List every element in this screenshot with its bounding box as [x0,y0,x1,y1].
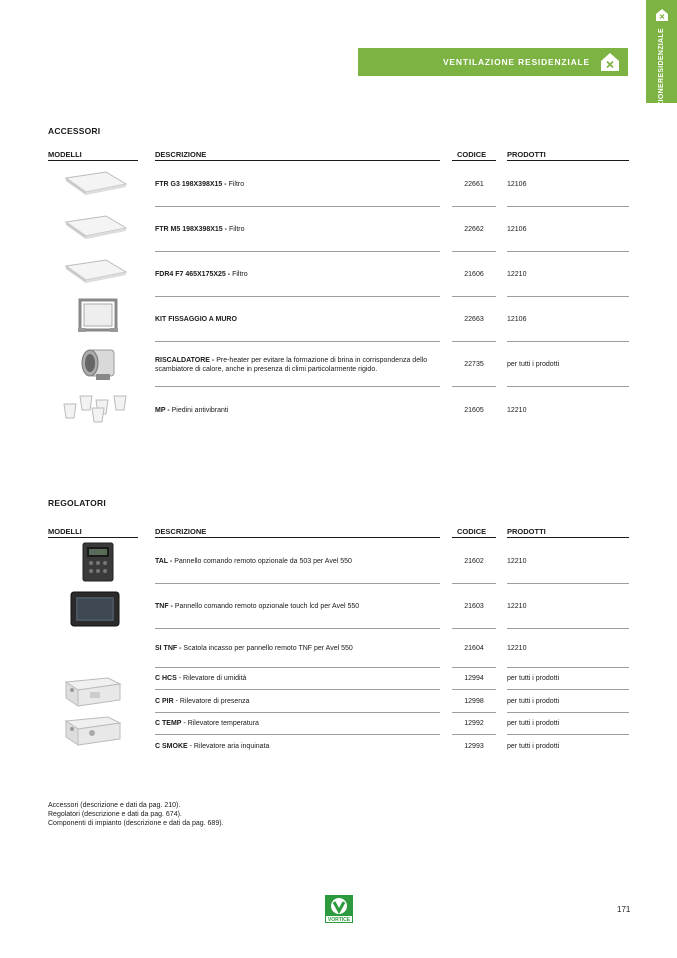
header-rule [452,537,496,538]
row-divider [507,628,629,629]
side-section-tab [646,0,677,138]
regulator-description: SI TNF - Scatola incasso per pannello remoto TNF per Avel 550 [155,645,353,652]
filter-panel-image [62,170,128,196]
row-divider [155,734,440,735]
header-rule [452,160,496,161]
row-divider [452,251,496,252]
section-banner [358,48,628,76]
row-divider [155,251,440,252]
house-fan-icon [655,8,669,22]
page-number: 171 [617,905,631,914]
svg-text:VORTICE: VORTICE [327,917,351,923]
row-divider [507,341,629,342]
accessory-products: 12106 [507,316,527,323]
regulator-description: TNF - Pannello comando remoto opzionale touch lcd per Avel 550 [155,603,360,610]
accessory-code: 22662 [464,226,484,233]
accessory-products: 12106 [507,181,527,188]
col-header-modelli: MODELLI [48,150,82,159]
regulator-description: C HCS - Rilevatore di umidità [155,675,247,682]
sensor-module-image [62,674,122,708]
col-header-descrizione: DESCRIZIONE [155,150,207,159]
regolatori-title: REGOLATORI [48,498,106,508]
accessory-products: 12210 [507,271,527,278]
regulator-code: 21602 [464,558,484,565]
row-divider [155,296,440,297]
accessory-products: 12106 [507,226,527,233]
duct-heater-image [78,344,120,384]
regulator-products: per tutti i prodotti [507,720,560,727]
filter-panel-image [62,214,128,240]
regulator-description: C SMOKE - Rilevatore aria inquinata [155,743,270,750]
col-header-modelli: MODELLI [48,527,82,536]
accessory-products: 12210 [507,407,527,414]
banner-title: VENTILAZIONE RESIDENZIALE [442,57,590,67]
tnf-touch-panel-image [70,591,120,627]
accessory-code: 21606 [464,271,484,278]
accessory-products: per tutti i prodotti [507,361,560,368]
vortice-logo [325,895,353,923]
footnote: Regolatori (descrizione e dati da pag. 674). [48,811,182,818]
row-divider [155,667,440,668]
row-divider [452,583,496,584]
side-tab-label: VENTILAZIONE RESIDENZIALE [658,28,665,138]
row-divider [507,386,629,387]
col-header-codice: CODICE [457,527,487,536]
row-divider [155,628,440,629]
regulator-code: 12992 [464,720,484,727]
row-divider [155,386,440,387]
row-divider [452,206,496,207]
accessory-description: FTR G3 198X398X15 - Filtro [155,181,245,188]
accessori-title: ACCESSORI [48,126,101,136]
footnote: Accessori (descrizione e dati da pag. 210). [48,802,181,809]
anti-vibration-feet-image [58,392,132,426]
col-header-descrizione: DESCRIZIONE [155,527,207,536]
row-divider [507,712,629,713]
row-divider [452,712,496,713]
row-divider [507,667,629,668]
row-divider [452,667,496,668]
footnote: Componenti di impianto (descrizione e dati da pag. 689). [48,820,224,827]
footnotes [48,801,224,828]
row-divider [507,689,629,690]
wall-bracket-image [76,298,120,334]
row-divider [452,341,496,342]
accessory-code: 22663 [464,316,484,323]
regulator-products: 12210 [507,558,527,565]
row-divider [507,734,629,735]
row-divider [507,583,629,584]
regulator-code: 21604 [464,645,484,652]
row-divider [452,689,496,690]
row-divider [155,206,440,207]
regulator-products: 12210 [507,603,527,610]
regulator-code: 12998 [464,698,484,705]
accessory-description: FDR4 F7 465X175X25 - Filtro [155,271,248,278]
tal-control-panel-image [82,542,114,582]
accessory-description: KIT FISSAGGIO A MURO [155,316,237,323]
regulator-description: TAL - Pannello comando remoto opzionale da 503 per Avel 550 [155,558,352,565]
row-divider [155,583,440,584]
col-header-codice: CODICE [457,150,487,159]
accessory-code: 22661 [464,181,484,188]
regulator-products: per tutti i prodotti [507,743,560,750]
header-rule [155,160,440,161]
regulator-description: C PIR - Rilevatore di presenza [155,698,250,705]
regulator-products: 12210 [507,645,527,652]
row-divider [155,689,440,690]
sensor-module-image [62,713,122,747]
house-fan-icon [600,52,620,72]
regulator-products: per tutti i prodotti [507,675,560,682]
row-divider [507,296,629,297]
header-rule [48,160,138,161]
row-divider [452,734,496,735]
header-rule [507,537,629,538]
regulator-code: 12994 [464,675,484,682]
row-divider [155,712,440,713]
col-header-prodotti: PRODOTTI [507,150,546,159]
row-divider [452,628,496,629]
regulator-description: C TEMP - Rilevatore temperatura [155,720,259,727]
header-rule [155,537,440,538]
header-rule [48,537,138,538]
regulator-products: per tutti i prodotti [507,698,560,705]
accessory-description: FTR M5 198X398X15 - Filtro [155,226,245,233]
row-divider [507,206,629,207]
header-rule [507,160,629,161]
col-header-prodotti: PRODOTTI [507,527,546,536]
filter-panel-image [62,258,128,284]
accessory-description: MP - Piedini antivibranti [155,407,229,414]
accessory-code: 22735 [464,361,484,368]
accessory-code: 21605 [464,407,484,414]
row-divider [452,296,496,297]
accessory-description: RISCALDATORE - Pre-heater per evitare la formazione di brina in corrispondenza dello scambiatore di calore, anche in presenza di climi particolarmente rigido. [155,357,428,373]
row-divider [507,251,629,252]
regulator-code: 21603 [464,603,484,610]
row-divider [155,341,440,342]
row-divider [452,386,496,387]
regulator-code: 12993 [464,743,484,750]
